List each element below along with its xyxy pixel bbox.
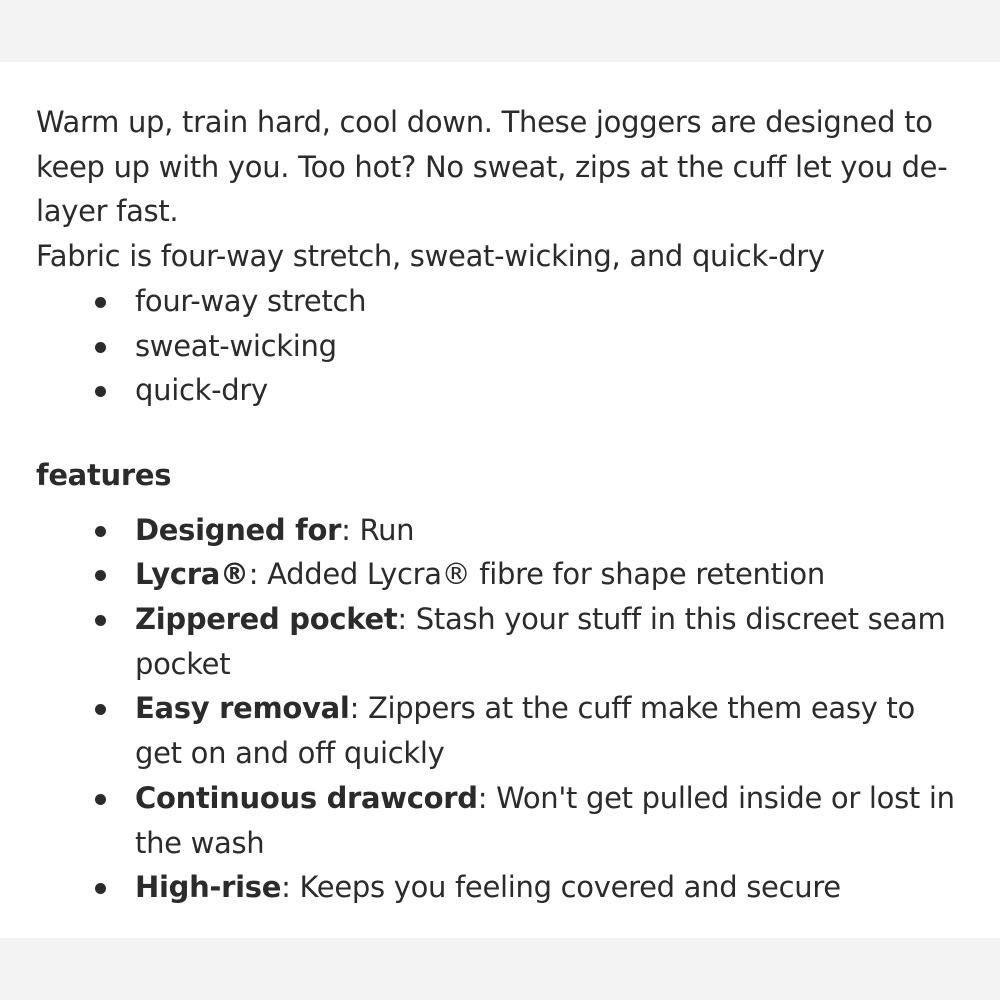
feature-separator: : bbox=[341, 512, 360, 547]
feature-label: Lycra® bbox=[135, 557, 249, 592]
bullet-icon bbox=[95, 297, 106, 308]
bullet-icon bbox=[95, 570, 106, 581]
list-item bbox=[36, 686, 966, 775]
bullet-icon bbox=[95, 386, 106, 397]
bullet-icon bbox=[95, 615, 106, 626]
feature-text: Stash your stuff in this discreet seam pocket bbox=[135, 602, 946, 681]
fabric-line: Fabric is four-way stretch, sweat-wicking, and quick-dry bbox=[36, 239, 825, 274]
bullet-icon bbox=[95, 342, 106, 353]
feature-text: Keeps you feeling covered and secure bbox=[299, 870, 841, 905]
bullet-icon bbox=[95, 704, 106, 715]
feature-label: High-rise bbox=[135, 870, 282, 905]
feature-label: Designed for bbox=[135, 512, 342, 547]
features-list bbox=[36, 508, 966, 910]
feature-text: Won't get pulled inside or lost in the wash bbox=[135, 780, 955, 860]
list-item bbox=[36, 776, 966, 865]
feature-label: Continuous drawcord bbox=[135, 780, 478, 815]
feature-text: Zippers at the cuff make them easy to get on and off quickly bbox=[135, 691, 915, 771]
fabric-item-label: sweat-wicking bbox=[135, 328, 337, 363]
feature-separator: : bbox=[477, 780, 497, 815]
bullet-icon bbox=[95, 794, 106, 805]
intro-paragraph: Warm up, train hard, cool down. These joggers are designed to keep up with you. Too hot? No sweat, zips at the cuff let you de-layer fast. bbox=[36, 105, 948, 229]
bullet-icon bbox=[95, 526, 106, 537]
list-item bbox=[36, 552, 966, 597]
fabric-item-label: four-way stretch bbox=[135, 283, 367, 318]
feature-separator: : bbox=[349, 691, 368, 726]
feature-separator: : bbox=[281, 870, 300, 905]
feature-text: Added Lycra® fibre for shape retention bbox=[267, 557, 825, 592]
list-item bbox=[36, 597, 966, 686]
list-item bbox=[36, 324, 966, 369]
list-item bbox=[36, 368, 966, 413]
bullet-icon bbox=[95, 883, 106, 894]
list-item bbox=[36, 508, 966, 553]
feature-label: Easy removal bbox=[135, 691, 350, 726]
features-heading: features bbox=[36, 457, 172, 492]
list-item bbox=[36, 279, 966, 324]
fabric-list bbox=[36, 279, 966, 413]
feature-text: Run bbox=[359, 512, 415, 547]
bottom-background-band bbox=[0, 938, 1000, 1000]
product-description bbox=[36, 100, 966, 910]
top-background-band bbox=[0, 0, 1000, 62]
list-item bbox=[36, 865, 966, 910]
feature-label: Zippered pocket bbox=[135, 602, 398, 637]
fabric-item-label: quick-dry bbox=[135, 373, 268, 408]
feature-separator: : bbox=[397, 602, 416, 637]
feature-separator: : bbox=[248, 557, 268, 592]
